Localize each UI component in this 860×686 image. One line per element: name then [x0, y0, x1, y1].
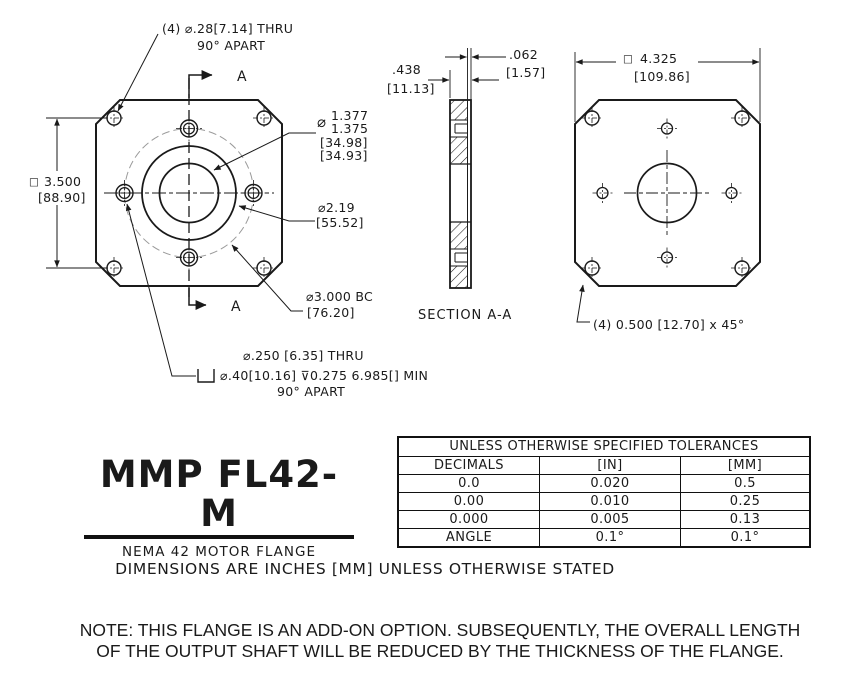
section-title: SECTION A-A — [418, 308, 513, 323]
bore-dia-symbol: ⌀ — [317, 113, 327, 131]
dim-4325-mm: [109.86] — [634, 69, 690, 84]
cell-decimals: 0.00 — [398, 493, 540, 511]
dim-438-mm: [11.13] — [387, 81, 435, 96]
cell-mm: 0.25 — [681, 493, 811, 511]
square-symbol: □ — [29, 176, 40, 188]
section-hole-bottom — [455, 253, 468, 262]
flange-note — [55, 620, 825, 662]
table-title: UNLESS OTHERWISE SPECIFIED TOLERANCES — [398, 437, 810, 457]
square-symbol: □ — [623, 53, 634, 65]
front-view — [25, 21, 428, 399]
table-row — [398, 493, 810, 511]
cbore-note-3: 90° APART — [277, 384, 346, 399]
hatch-region — [450, 266, 468, 288]
dim-062-in: .062 — [509, 47, 539, 62]
cbore-note-2: ⌀.40[10.16] ⊽0.275 6.985[] MIN — [220, 368, 429, 383]
leader-bore — [214, 133, 316, 170]
bc-hole — [176, 116, 202, 142]
corner-holes-note-1: (4) ⌀.28[7.14] THRU — [162, 21, 294, 36]
back-flange-outline — [575, 100, 760, 286]
table-row — [398, 457, 810, 475]
table-row — [398, 475, 810, 493]
bc-dia-mm: [76.20] — [307, 305, 355, 320]
cell-in: 0.020 — [540, 475, 681, 493]
counterbore-symbol — [198, 369, 214, 382]
corner-hole — [253, 257, 275, 279]
hatch-region — [450, 222, 468, 249]
bc-hole-back — [657, 248, 677, 268]
cell-mm: 0.5 — [681, 475, 811, 493]
flange-note-line1: NOTE: THIS FLANGE IS AN ADD-ON OPTION. SUBSEQUENTLY, THE OVERALL LENGTH — [79, 620, 801, 640]
corner-hole — [253, 107, 275, 129]
cell-decimals: ANGLE — [398, 529, 540, 548]
bc-hole — [241, 180, 267, 206]
cell-in: 0.005 — [540, 511, 681, 529]
dim-4325-in: 4.325 — [640, 51, 678, 66]
corner-hole — [731, 257, 753, 279]
dim-438-in: .438 — [392, 62, 422, 77]
cbore-note-1: ⌀.250 [6.35] THRU — [243, 348, 364, 363]
corner-hole — [581, 257, 603, 279]
corner-holes-note-2: 90° APART — [197, 38, 266, 53]
leader-cbore — [127, 204, 196, 376]
chamfer-note: (4) 0.500 [12.70] x 45° — [593, 317, 745, 332]
hub-dia-in: ⌀2.19 — [318, 200, 355, 215]
cell-decimals: 0.000 — [398, 511, 540, 529]
leader-chamfer — [577, 285, 590, 322]
cell-mm: 0.1° — [681, 529, 811, 548]
hub-dia-mm: [55.52] — [316, 215, 364, 230]
col-header-decimals: DECIMALS — [398, 457, 540, 475]
tolerance-table — [397, 436, 811, 548]
cell-decimals: 0.0 — [398, 475, 540, 493]
cell-in: 0.010 — [540, 493, 681, 511]
corner-hole — [731, 107, 753, 129]
dim-062-mm: [1.57] — [506, 65, 546, 80]
section-label-bottom: A — [231, 299, 241, 315]
bc-hole — [176, 245, 202, 271]
bc-hole — [112, 180, 138, 206]
bore-mm-upper: [34.98] — [320, 135, 368, 150]
col-header-mm: [MM] — [681, 457, 811, 475]
bore-mm-lower: [34.93] — [320, 148, 368, 163]
table-row — [398, 529, 810, 548]
bc-hole-back — [657, 119, 677, 139]
hatch-region — [450, 100, 468, 120]
section-label-top: A — [237, 69, 247, 85]
bc-hole-back — [593, 183, 613, 203]
title-block — [84, 453, 354, 560]
leader-bolt-circle — [232, 245, 303, 311]
bore-lower: 1.375 — [331, 121, 369, 136]
section-hole-top — [455, 124, 468, 133]
part-description: NEMA 42 MOTOR FLANGE — [121, 543, 316, 560]
col-header-in: [IN] — [540, 457, 681, 475]
cell-mm: 0.13 — [681, 511, 811, 529]
units-note: DIMENSIONS ARE INCHES [MM] UNLESS OTHERWISE STATED — [115, 560, 615, 578]
bore-upper: 1.377 — [331, 108, 369, 123]
section-arrow-top — [189, 75, 212, 98]
part-number: MMP FL42-M — [84, 456, 354, 539]
hatch-region — [450, 137, 468, 164]
bc-dia-in: ⌀3.000 BC — [306, 289, 374, 304]
table-row — [398, 437, 810, 457]
dim-3500-mm: [88.90] — [38, 190, 86, 205]
back-view — [575, 48, 760, 332]
section-view — [387, 47, 545, 323]
leader-hub — [239, 206, 315, 221]
table-row — [398, 511, 810, 529]
flange-note-line2: OF THE OUTPUT SHAFT WILL BE REDUCED BY THE THICKNESS OF THE FLANGE. — [96, 641, 784, 661]
corner-hole — [581, 107, 603, 129]
dim-3500-in: 3.500 — [44, 174, 82, 189]
cell-in: 0.1° — [540, 529, 681, 548]
section-arrow-bottom — [189, 288, 206, 305]
bc-hole-back — [722, 183, 742, 203]
